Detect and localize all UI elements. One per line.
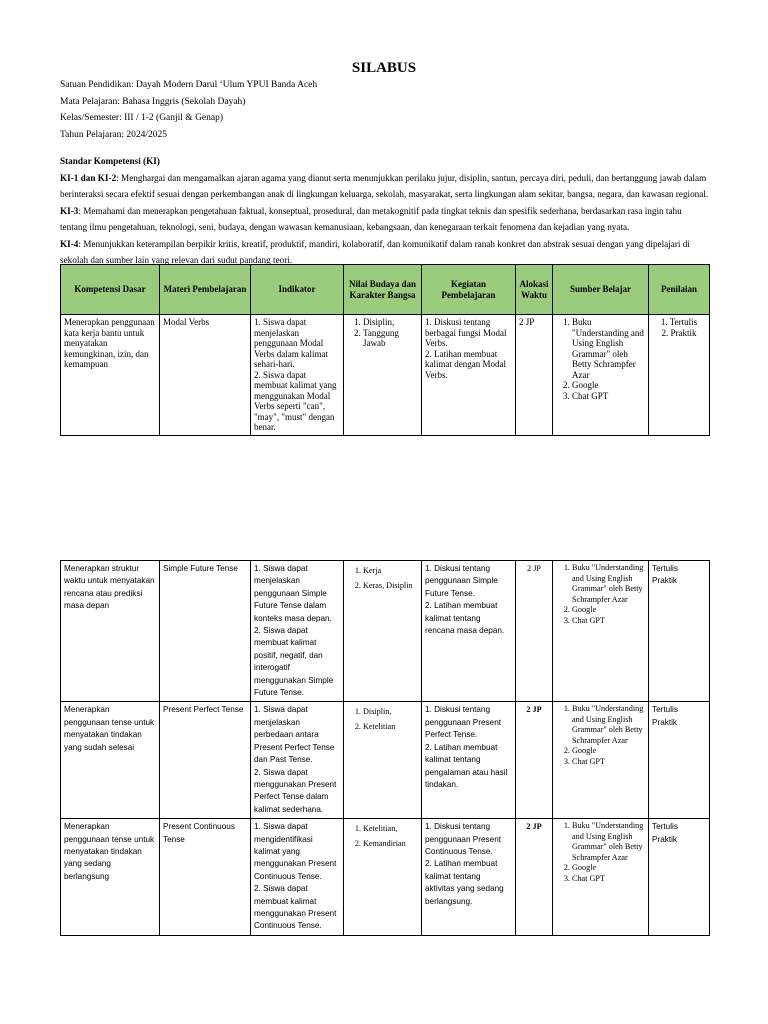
cell-sumber xyxy=(553,819,649,936)
meta-tahun: Tahun Pelajaran: 2024/2025 xyxy=(60,129,167,140)
header-kompetensi-dasar: Kompetensi Dasar xyxy=(61,265,160,315)
cell-indikator xyxy=(251,702,344,819)
sumber-item: 1. Buku "Understanding and Using English Grammar" oleh Betty Schrampfer Azar xyxy=(572,704,645,746)
header-sumber: Sumber Belajar xyxy=(553,265,649,315)
silabus-table-page-2 xyxy=(60,560,710,936)
header-penilaian: Penilaian xyxy=(649,265,710,315)
penilaian-item: 1. Tertulis xyxy=(660,317,698,327)
header-kegiatan: Kegiatan Pembelajaran xyxy=(422,265,516,315)
sumber-item: 3. Chat GPT xyxy=(572,391,645,402)
ki-3 xyxy=(60,203,710,236)
header-alokasi: Alokasi Waktu xyxy=(516,265,553,315)
cell-alokasi: 2 JP xyxy=(516,819,553,936)
table-row xyxy=(61,819,710,936)
penilaian-item: Praktik xyxy=(652,717,678,727)
ki-12-text: : Menghargai dan mengamalkan ajaran agama yang dianut serta menunjukkan perilaku jujur, disiplin, santun, percaya diri, peduli, dan bertanggung jawab dalam berinteraksi secara efektif sesuai dengan perkembangan anak di lingkungan keluarga, sekolah, masyarakat, serta lingkungan alam sekitar, bangsa, negara, dan kawasan regional. xyxy=(60,172,709,199)
cell-kegiatan xyxy=(422,702,516,819)
cell-indikator xyxy=(251,561,344,702)
cell-alokasi: 2 JP xyxy=(516,561,553,702)
penilaian-item: Tertulis xyxy=(652,705,678,715)
kegiatan-item: 1. Diskusi tentang penggunaan Present Perfect Tense. xyxy=(425,705,502,740)
cell-nilai xyxy=(344,702,422,819)
document-meta xyxy=(60,77,317,143)
sumber-item: 2. Google xyxy=(572,863,645,874)
table-row xyxy=(61,702,710,819)
nilai-item: 1. Kerja xyxy=(363,563,418,578)
cell-penilaian xyxy=(649,315,710,436)
header-nilai: Nilai Budaya dan Karakter Bangsa xyxy=(344,265,422,315)
cell-sumber xyxy=(553,702,649,819)
sumber-item: 1. Buku "Understanding and Using English Grammar" oleh Betty Schrampfer Azar xyxy=(572,317,645,380)
cell-nilai xyxy=(344,315,422,436)
cell-kd: Menerapkan penggunaan tense untuk menyatakan tindakan yang sudah selesai xyxy=(61,702,160,819)
cell-penilaian xyxy=(649,561,710,702)
cell-kegiatan xyxy=(422,561,516,702)
ki-12 xyxy=(60,170,710,203)
ki-4-label: KI-4 xyxy=(60,238,79,249)
indikator-item: 1. Siswa dapat mengidentifikasi kalimat yang menggunakan Present Continuous Tense. xyxy=(254,822,337,881)
indikator-item: 2. Siswa dapat membuat kalimat menggunakan Present Continuous Tense. xyxy=(254,884,337,931)
cell-kegiatan xyxy=(422,315,516,436)
sumber-item: 3. Chat GPT xyxy=(572,874,645,885)
nilai-item: 2. Ketelitian xyxy=(363,719,418,734)
cell-sumber xyxy=(553,561,649,702)
standar-kompetensi xyxy=(60,153,710,269)
sumber-item: 3. Chat GPT xyxy=(572,616,645,627)
indikator-item: 2. Siswa dapat membuat kalimat yang menggunakan Modal Verbs seperti "can", "may", "must" dengan benar. xyxy=(254,369,337,432)
nilai-item: 2. Kemandirian xyxy=(363,836,418,851)
nilai-item: 2. Keras, Disiplin xyxy=(363,578,418,593)
cell-alokasi: 2 JP xyxy=(516,702,553,819)
cell-materi: Simple Future Tense xyxy=(160,561,251,702)
penilaian-item: Tertulis xyxy=(652,822,678,832)
penilaian-item: Praktik xyxy=(652,576,678,586)
sumber-item: 2. Google xyxy=(572,746,645,757)
nilai-item: 1. Ketelitian, xyxy=(363,821,418,836)
penilaian-item: Praktik xyxy=(652,834,678,844)
ki-4-text: : Menunjukkan keterampilan berpikir kritis, kreatif, produktif, mandiri, kolaboratif, dan komunikatif dalam ranah konkret dan abstrak sesuai dengan yang dipelajari di sekolah dan sumber lain yang relevan dari sudut pandang teori. xyxy=(60,238,690,265)
cell-penilaian xyxy=(649,819,710,936)
cell-indikator xyxy=(251,315,344,436)
nilai-item: 2. Tanggung Jawab xyxy=(363,328,418,349)
cell-kd: Menerapkan struktur waktu untuk menyatakan rencana atau prediksi masa depan xyxy=(61,561,160,702)
penilaian-item: 2. Praktik xyxy=(661,327,697,338)
indikator-item: 1. Siswa dapat menjelaskan penggunaan Simple Future Tense dalam konteks masa depan. xyxy=(254,564,332,623)
table-row xyxy=(61,315,710,436)
sumber-item: 1. Buku "Understanding and Using English Grammar" oleh Betty Schrampfer Azar xyxy=(572,563,645,605)
ki-12-label: KI-1 dan KI-2 xyxy=(60,172,117,183)
cell-kd: Menerapkan penggunaan tense untuk menyatakan tindakan yang sedang berlangsung xyxy=(61,819,160,936)
cell-materi: Modal Verbs xyxy=(160,315,251,436)
cell-materi: Present Perfect Tense xyxy=(160,702,251,819)
document-title: SILABUS xyxy=(351,60,417,76)
kegiatan-item: 2. Latihan membuat kalimat dengan Modal Verbs. xyxy=(425,348,506,380)
indikator-item: 1. Siswa dapat menjelaskan penggunaan Modal Verbs dalam kalimat sehari-hari. xyxy=(254,317,328,369)
penilaian-item: Tertulis xyxy=(652,564,678,573)
kegiatan-item: 1. Diskusi tentang penggunaan Present Continuous Tense. xyxy=(425,822,502,856)
cell-nilai xyxy=(344,561,422,702)
meta-satuan: Satuan Pendidikan: Dayah Modern Darul ‘Ulum YPUI Banda Aceh xyxy=(60,80,318,90)
sumber-item: 3. Chat GPT xyxy=(572,757,645,768)
sumber-item: 2. Google xyxy=(572,605,645,616)
ki-3-text: : Memahami dan menerapkan pengetahuan faktual, konseptual, prosedural, dan metakognitif pada tingkat teknis dan spesifik sederhana, berdasarkan rasa ingin tahu tentang ilmu pengetahuan, teknologi, seni, budaya, dengan wawasan kemanusiaan, kebangsaan, dan kenegaraan terkait fenomena dan kejadian yang nyata. xyxy=(60,205,682,232)
table-row xyxy=(61,561,710,702)
meta-kelas: Kelas/Semester: III / 1-2 (Ganjil & Genap) xyxy=(60,113,224,123)
indikator-item: 2. Siswa dapat membuat kalimat positif, negatif, dan interogatif menggunakan Simple Future Tense. xyxy=(254,626,334,698)
kegiatan-item: 2. Latihan membuat kalimat tentang rencana masa depan. xyxy=(425,601,505,636)
sumber-item: 1. Buku "Understanding and Using English Grammar" oleh Betty Schrampfer Azar xyxy=(572,821,645,863)
nilai-item: 1. Disiplin, xyxy=(363,704,418,719)
cell-kd: Menerapkan penggunaan kata kerja bantu untuk menyatakan kemungkinan, izin, dan kemampuan xyxy=(61,315,160,436)
cell-materi: Present Continuous Tense xyxy=(160,819,251,936)
indikator-item: 2. Siswa dapat menggunakan Present Perfect Tense dalam kalimat sederhana. xyxy=(254,767,337,814)
cell-penilaian xyxy=(649,702,710,819)
silabus-table-page-1 xyxy=(60,264,710,436)
indikator-item: 1. Siswa dapat menjelaskan perbedaan antara Present Perfect Tense dan Past Tense. xyxy=(254,705,335,765)
ki-3-label: KI-3 xyxy=(60,205,79,216)
table-header-row xyxy=(61,265,710,315)
kegiatan-item: 1. Diskusi tentang penggunaan Simple Future Tense. xyxy=(425,564,498,598)
header-indikator: Indikator xyxy=(251,265,344,315)
kegiatan-item: 2. Latihan membuat kalimat tentang aktivitas yang sedang berlangsung. xyxy=(425,859,504,906)
nilai-item: 1. Disiplin, xyxy=(363,317,418,328)
kegiatan-item: 1. Diskusi tentang berbagai fungsi Modal Verbs. xyxy=(425,317,507,348)
header-materi: Materi Pembelajaran xyxy=(160,265,251,315)
ki-heading: Standar Kompetensi (KI) xyxy=(60,156,160,166)
kegiatan-item: 2. Latihan membuat kalimat tentang pengalaman atau hasil tindakan. xyxy=(425,742,508,789)
cell-alokasi: 2 JP xyxy=(516,315,553,436)
cell-nilai xyxy=(344,819,422,936)
cell-sumber xyxy=(553,315,649,436)
sumber-item: 2. Google xyxy=(572,380,645,391)
cell-indikator xyxy=(251,819,344,936)
cell-kegiatan xyxy=(422,819,516,936)
meta-mapel: Mata Pelajaran: Bahasa Inggris (Sekolah Dayah) xyxy=(60,96,246,107)
